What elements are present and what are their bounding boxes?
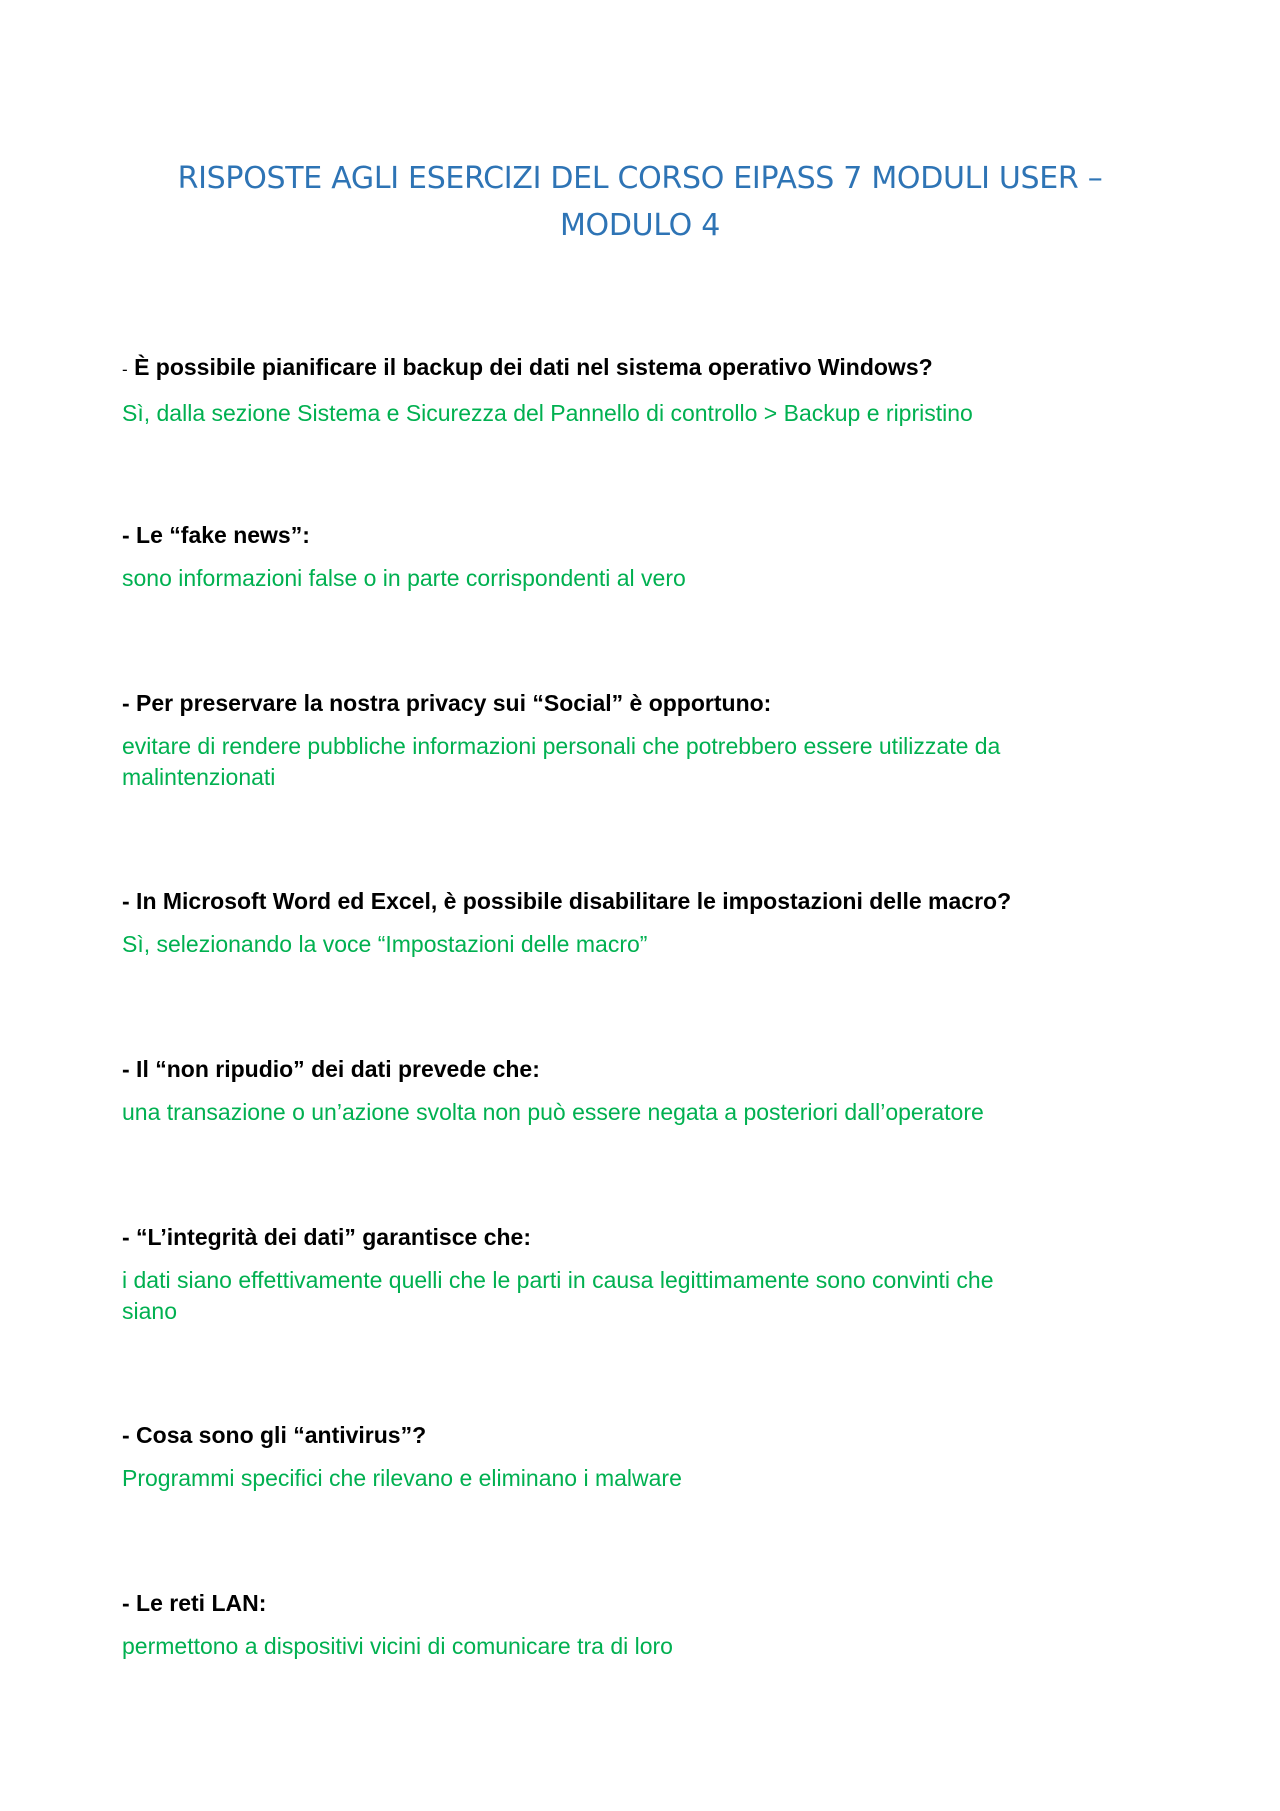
question-body: È possibile pianificare il backup dei dati nel sistema operativo Windows? <box>134 354 933 380</box>
answer-line-2: siano <box>122 1298 177 1324</box>
qa-item-privacy-social <box>122 688 1162 793</box>
qa-item-macro <box>122 886 1162 960</box>
question-dash: - <box>122 360 128 379</box>
answer-text: Sì, dalla sezione Sistema e Sicurezza del Pannello di controllo > Backup e ripristino <box>122 400 973 426</box>
answer-text <box>122 731 1162 793</box>
answer-line-2: malintenzionati <box>122 764 276 790</box>
question-text: - Le reti LAN: <box>122 1590 267 1616</box>
question-text: - In Microsoft Word ed Excel, è possibile disabilitare le impostazioni delle macro? <box>122 888 1012 914</box>
answer-line-1: evitare di rendere pubbliche informazioni personali che potrebbero essere utilizzate da <box>122 733 1001 759</box>
qa-item-non-ripudio <box>122 1054 1162 1128</box>
question-text: - Le “fake news”: <box>122 522 310 548</box>
answer-text: permettono a dispositivi vicini di comunicare tra di loro <box>122 1633 673 1659</box>
answer-line-1: i dati siano effettivamente quelli che le parti in causa legittimamente sono convinti che <box>122 1267 994 1293</box>
question-text <box>122 352 1162 385</box>
question-text: - Cosa sono gli “antivirus”? <box>122 1422 427 1448</box>
answer-text: Sì, selezionando la voce “Impostazioni delle macro” <box>122 931 648 957</box>
qa-item-backup <box>122 352 1162 429</box>
question-text: - “L’integrità dei dati” garantisce che: <box>122 1224 531 1250</box>
qa-item-antivirus <box>122 1420 1162 1494</box>
page-title-line-1: RISPOSTE AGLI ESERCIZI DEL CORSO EIPASS 7 MODULI USER – <box>177 161 1103 196</box>
qa-item-integrita <box>122 1222 1162 1327</box>
answer-text: sono informazioni false o in parte corrispondenti al vero <box>122 565 686 591</box>
page-title-line-2: MODULO 4 <box>559 208 721 243</box>
page-title <box>120 155 1160 249</box>
question-text: - Per preservare la nostra privacy sui “Social” è opportuno: <box>122 690 772 716</box>
answer-text <box>122 1265 1162 1327</box>
answer-text: una transazione o un’azione svolta non può essere negata a posteriori dall’operatore <box>122 1099 984 1125</box>
qa-item-reti-lan <box>122 1588 1162 1662</box>
question-text: - Il “non ripudio” dei dati prevede che: <box>122 1056 540 1082</box>
answer-text: Programmi specifici che rilevano e eliminano i malware <box>122 1465 682 1491</box>
qa-item-fake-news <box>122 520 1162 594</box>
